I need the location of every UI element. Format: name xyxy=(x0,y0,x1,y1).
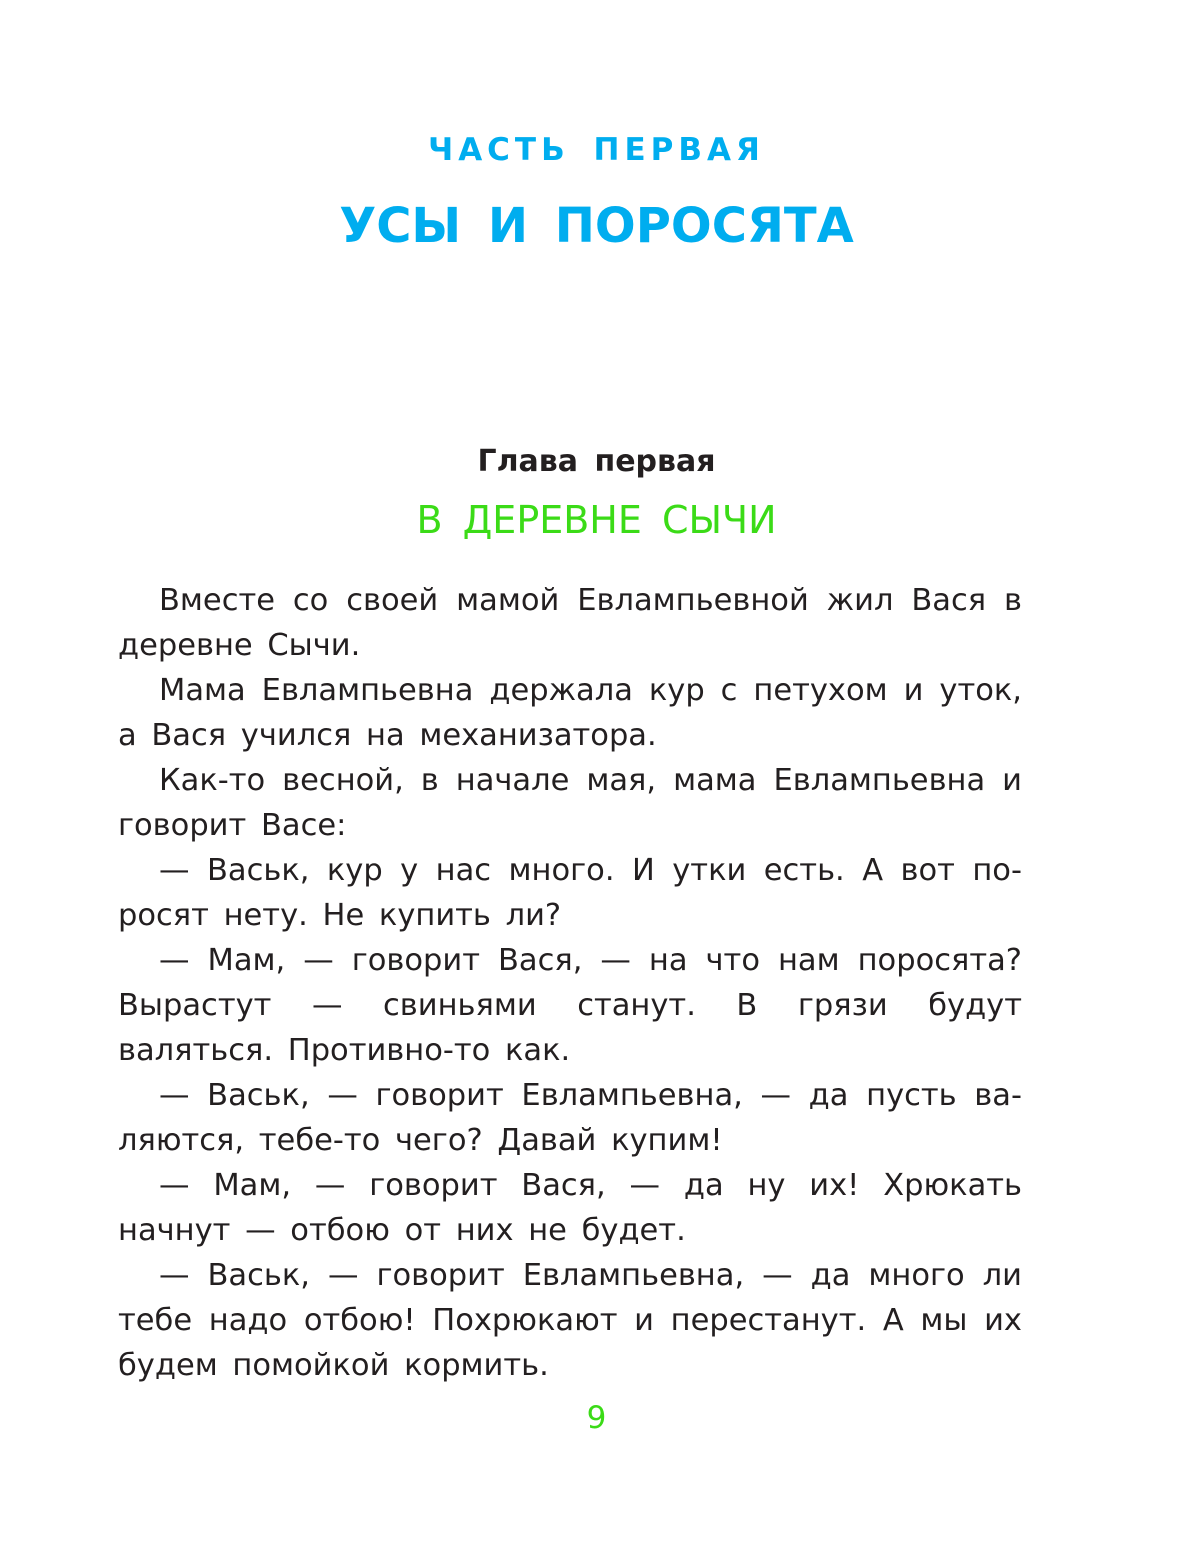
paragraph: — Мам, — говорит Вася, — да ну их! Хрюкать начнут — отбою от них не будет. xyxy=(118,1168,1022,1248)
paragraph: Вместе со своей мамой Евлампьевной жил Вася в деревне Сычи. xyxy=(118,583,1022,663)
part-label: ЧАСТЬ ПЕРВАЯ xyxy=(428,132,765,168)
paragraph: Мама Евлампьевна держала кур с петухом и уток, а Вася учился на механизатора. xyxy=(118,673,1022,753)
chapter-label: Глава первая xyxy=(477,444,716,479)
body-text xyxy=(118,578,1022,1388)
paragraph: Как-то весной, в начале мая, мама Евлампьевна и говорит Васе: xyxy=(118,763,1022,843)
part-title: УСЫ И ПОРОСЯТА xyxy=(339,198,854,254)
paragraph: — Васьк, — говорит Евлампьевна, — да пусть валяются, тебе-то чего? Давай купим! xyxy=(118,1078,1022,1158)
chapter-title: В ДЕРЕВНЕ СЫЧИ xyxy=(416,498,777,542)
page-number: 9 xyxy=(586,1400,607,1436)
paragraph: — Васьк, — говорит Евлампьевна, — да много ли тебе надо отбою! Похрюкают и перестанут. А мы их будем помойкой кормить. xyxy=(118,1258,1022,1383)
paragraph: — Мам, — говорит Вася, — на что нам поросята? Вырастут — свиньями станут. В грязи будут валяться. Противно-то как. xyxy=(118,943,1022,1068)
paragraph: — Васьк, кур у нас много. И утки есть. А вот поросят нету. Не купить ли? xyxy=(118,853,1022,933)
